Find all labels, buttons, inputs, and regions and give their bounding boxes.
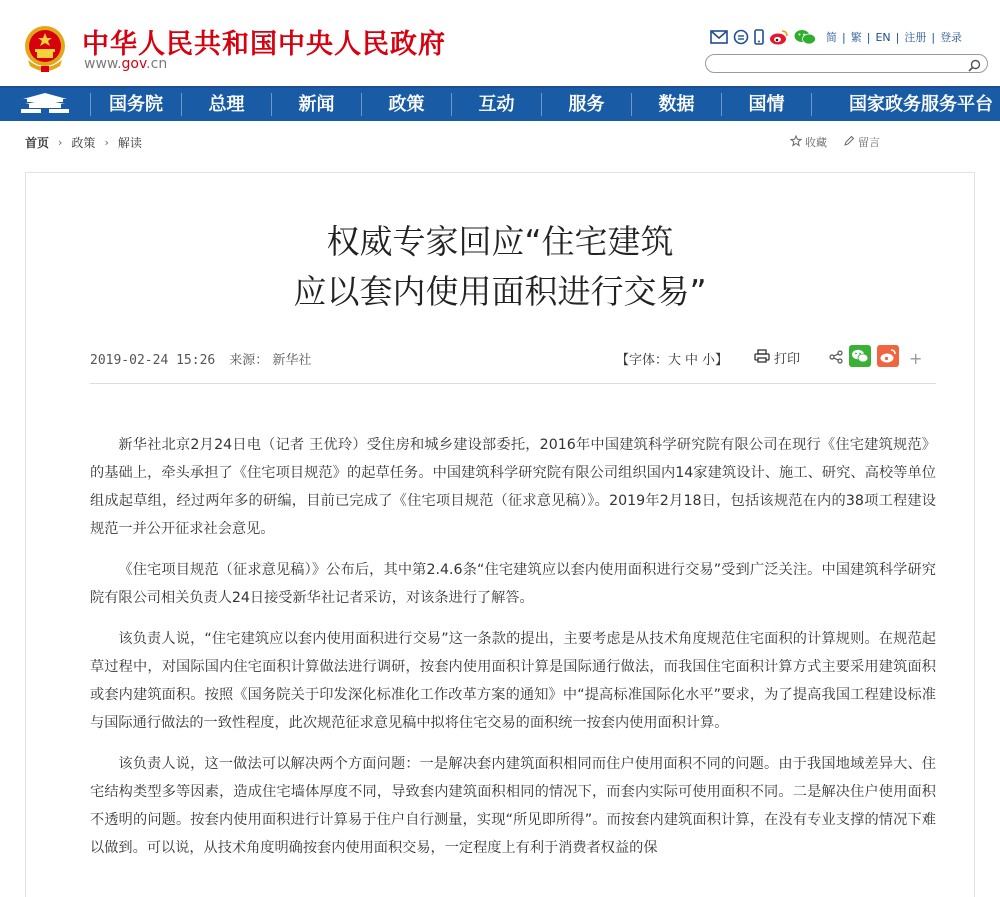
share-icon[interactable]	[829, 349, 843, 368]
breadcrumb-policy[interactable]: 政策	[71, 136, 96, 150]
site-header	[0, 0, 1000, 86]
url-suffix: .cn	[146, 56, 168, 72]
star-icon	[790, 135, 802, 150]
meta-divider	[90, 383, 936, 384]
separator: |	[842, 30, 846, 44]
comment-label: 留言	[858, 136, 880, 149]
nav-item-news[interactable]: 新闻	[298, 94, 335, 115]
separator: |	[866, 30, 871, 44]
separator: |	[931, 30, 936, 44]
url-prefix: www.	[84, 56, 122, 72]
font-size-control	[616, 349, 728, 368]
article-meta	[90, 349, 311, 368]
weibo-share-icon[interactable]	[877, 345, 899, 371]
font-medium-button[interactable]: 中	[685, 353, 699, 368]
font-label: 【字体：	[616, 353, 669, 368]
nav-home[interactable]	[0, 88, 90, 121]
language-links	[826, 29, 962, 45]
lang-english[interactable]: EN	[875, 30, 891, 44]
breadcrumb-interpretation[interactable]: 解读	[117, 136, 142, 150]
printer-icon	[754, 349, 770, 367]
favorite-button[interactable]	[790, 134, 827, 150]
header-tools	[710, 27, 962, 47]
nav-item-state-council[interactable]: 国务院	[109, 94, 163, 115]
tiananmen-icon	[17, 91, 73, 119]
article-body	[90, 431, 936, 875]
search-box	[705, 54, 988, 73]
nav-item-services[interactable]: 服务	[568, 94, 605, 115]
nav-item-policy[interactable]: 政策	[388, 94, 425, 115]
title-line-2: 应以套内使用面积进行交易”	[293, 272, 707, 311]
breadcrumb-separator: ›	[58, 136, 63, 149]
lang-traditional[interactable]: 繁	[850, 31, 862, 44]
more-share-icon[interactable]: +	[909, 348, 923, 368]
breadcrumb-home[interactable]: 首页	[25, 136, 50, 150]
url-domain: gov	[121, 56, 147, 72]
nav-item-service-platform[interactable]: 国家政务服务平台	[849, 94, 993, 115]
mobile-icon[interactable]	[754, 29, 764, 45]
lang-simplified[interactable]: 简	[826, 31, 837, 44]
wechat-share-icon[interactable]	[849, 345, 871, 371]
font-large-button[interactable]: 大	[668, 353, 682, 368]
font-small-button[interactable]: 小】	[702, 353, 729, 368]
print-button[interactable]	[754, 348, 800, 367]
share-bar	[829, 345, 922, 371]
nav-item-national-conditions[interactable]: 国情	[748, 94, 785, 115]
separator: |	[895, 30, 900, 44]
site-url[interactable]	[84, 56, 167, 72]
nav-item-interaction[interactable]: 互动	[478, 94, 515, 115]
nav-item-premier[interactable]: 总理	[208, 94, 245, 115]
chat-icon[interactable]	[733, 29, 749, 45]
site-title[interactable]: 中华人民共和国中央人民政府	[82, 29, 446, 60]
article-container	[25, 172, 975, 897]
paragraph: 《住宅项目规范（征求意见稿）》公布后，其中第2.4.6条“住宅建筑应以套内使用面积进行交易”受到广泛关注。中国建筑科学研究院有限公司相关负责人24日接受新华社记者采访，对该条进行了解答。	[90, 562, 936, 606]
article-title	[26, 217, 974, 317]
breadcrumb-separator: ›	[104, 136, 109, 149]
breadcrumb	[25, 134, 142, 151]
paragraph: 该负责人说，这一做法可以解决两个方面问题：一是解决套内建筑面积相同而住户使用面积不同的问题。由于我国地域差异大、住宅结构类型多等因素，造成住宅墙体厚度不同，导致套内建筑面积相同的情况下，而套内实际可使用面积不同。二是解决住户使用面积不透明的问题。按套内使用面积进行计算易于住户自行测量，实现“所见即所得”。而按套内建筑面积计算，在没有专业支撑的情况下难以做到。可以说，从技术角度明确按套内使用面积交易，一定程度上有利于消费者权益的保	[90, 756, 936, 856]
pencil-icon	[843, 135, 855, 150]
nav-item-data[interactable]: 数据	[658, 94, 695, 115]
comment-button[interactable]	[843, 134, 880, 150]
weibo-icon[interactable]	[769, 29, 789, 45]
search-input[interactable]	[716, 59, 966, 76]
page-actions	[790, 134, 880, 150]
article-source: 来源： 新华社	[229, 353, 312, 368]
title-line-1: 权威专家回应“住宅建筑	[326, 222, 674, 261]
national-emblem-icon[interactable]	[22, 24, 68, 74]
publish-date: 2019-02-24 15:26	[90, 353, 216, 368]
search-icon[interactable]	[968, 57, 981, 76]
favorite-label: 收藏	[805, 136, 827, 149]
main-nav	[0, 86, 1000, 121]
mail-icon[interactable]	[710, 30, 728, 44]
register-link[interactable]: 注册	[904, 31, 927, 44]
login-link[interactable]: 登录	[940, 31, 963, 44]
paragraph: 该负责人说，“住宅建筑应以套内使用面积进行交易”这一条款的提出，主要考虑是从技术角度规范住宅面积的计算规则。在规范起草过程中，对国际国内住宅面积计算做法进行调研，按套内使用面积计算是国际通行做法，而我国住宅面积计算方式主要采用建筑面积或套内建筑面积。按照《国务院关于印发深化标准化工作改革方案的通知》中“提高标准国际化水平”要求，为了提高我国工程建设标准与国际通行做法的一致性程度，此次规范征求意见稿中拟将住宅交易的面积统一按套内使用面积计算。	[90, 631, 936, 731]
wechat-icon[interactable]	[794, 29, 816, 45]
paragraph: 新华社北京2月24日电（记者 王优玲）受住房和城乡建设部委托，2016年中国建筑科学研究院有限公司在现行《住宅建筑规范》的基础上，牵头承担了《住宅项目规范》的起草任务。中国建筑科学研究院有限公司组织国内14家建筑设计、施工、研究、高校等单位组成起草组，经过两年多的研编，目前已完成了《住宅项目规范（征求意见稿）》。2019年2月18日，包括该规范在内的38项工程建设规范一并公开征求社会意见。	[90, 437, 936, 537]
print-label: 打印	[774, 352, 801, 367]
